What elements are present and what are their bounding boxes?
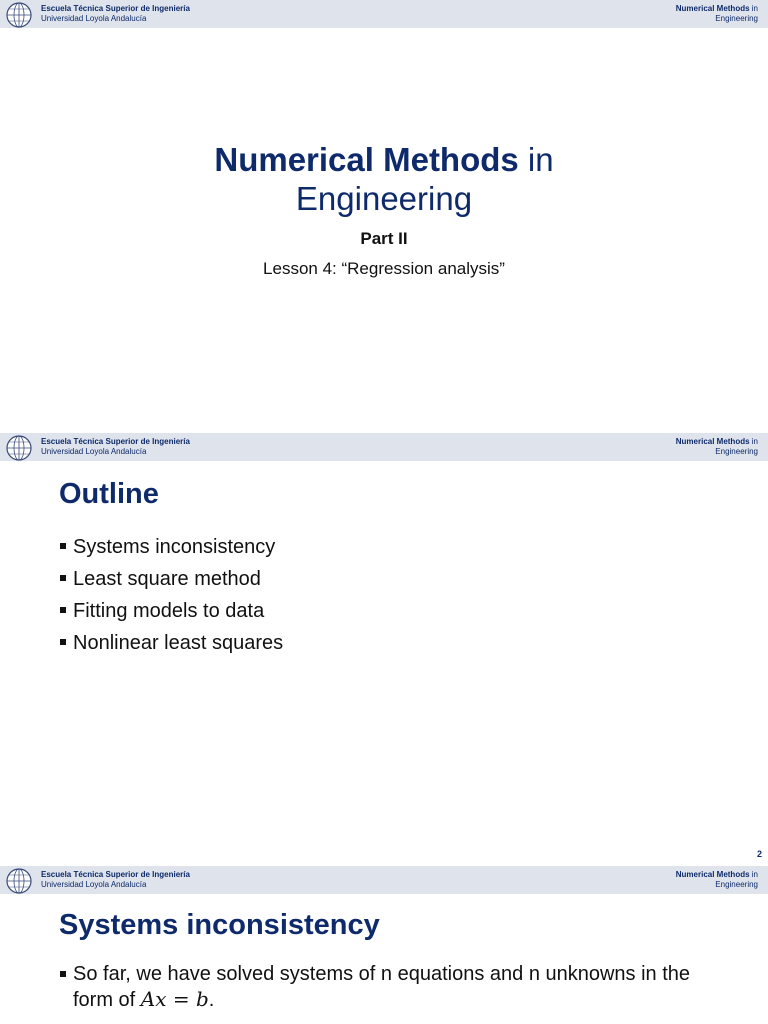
slide-header [0,0,768,28]
bullet-text: So far, we have solved systems of n equations and n unknowns in the form of [73,963,691,1011]
title-rest-part: in [518,141,554,178]
lesson-label: Lesson 4: “Regression analysis” [263,259,505,278]
slide-header [0,433,768,461]
outline-item: Fitting models to data [59,595,283,627]
header-institution [41,870,190,889]
slide-1 [0,0,768,433]
outline-item: Least square method [59,563,283,595]
header-course-line2: Engineering [715,879,758,889]
header-course-line2: Engineering [715,446,758,456]
header-course-bold: Numerical Methods [675,4,750,13]
university-globe-logo-icon [5,1,33,29]
header-institution [41,4,190,23]
university-globe-logo-icon [5,434,33,462]
header-course [676,437,758,456]
header-course-line2: Engineering [715,13,758,23]
header-course [676,870,758,889]
header-university: Universidad Loyola Andalucía [41,879,147,889]
header-university: Universidad Loyola Andalucía [41,13,147,23]
systems-bullet [59,962,719,1013]
bullet-end: . [208,989,215,1011]
systems-bullet-list [59,962,719,1013]
outline-title: Outline [59,478,159,510]
header-course-bold: Numerical Methods [675,870,750,879]
header-school: Escuela Técnica Superior de Ingeniería [41,437,190,446]
outline-item: Systems inconsistency [59,531,283,563]
outline-item: Nonlinear least squares [59,627,283,659]
title-line2: Engineering [295,180,473,217]
header-institution [41,437,190,456]
header-course-rest: in [749,870,758,879]
page-number: 2 [756,849,762,859]
part-label: Part II [360,229,408,248]
header-school: Escuela Técnica Superior de Ingeniería [41,870,190,879]
header-course [676,4,758,23]
university-globe-logo-icon [5,867,33,895]
header-university: Universidad Loyola Andalucía [41,446,147,456]
equation-ax-b: Ax = b [140,987,209,1011]
slide-2 [0,433,768,866]
header-course-rest: in [749,4,758,13]
header-course-bold: Numerical Methods [675,437,750,446]
systems-inconsistency-title: Systems inconsistency [59,909,380,941]
header-course-rest: in [749,437,758,446]
slide-3 [0,866,768,1024]
title-bold-part: Numerical Methods [214,141,519,178]
slide-header [0,866,768,894]
presentation-title [0,140,768,218]
header-school: Escuela Técnica Superior de Ingeniería [41,4,190,13]
outline-list [59,531,283,659]
